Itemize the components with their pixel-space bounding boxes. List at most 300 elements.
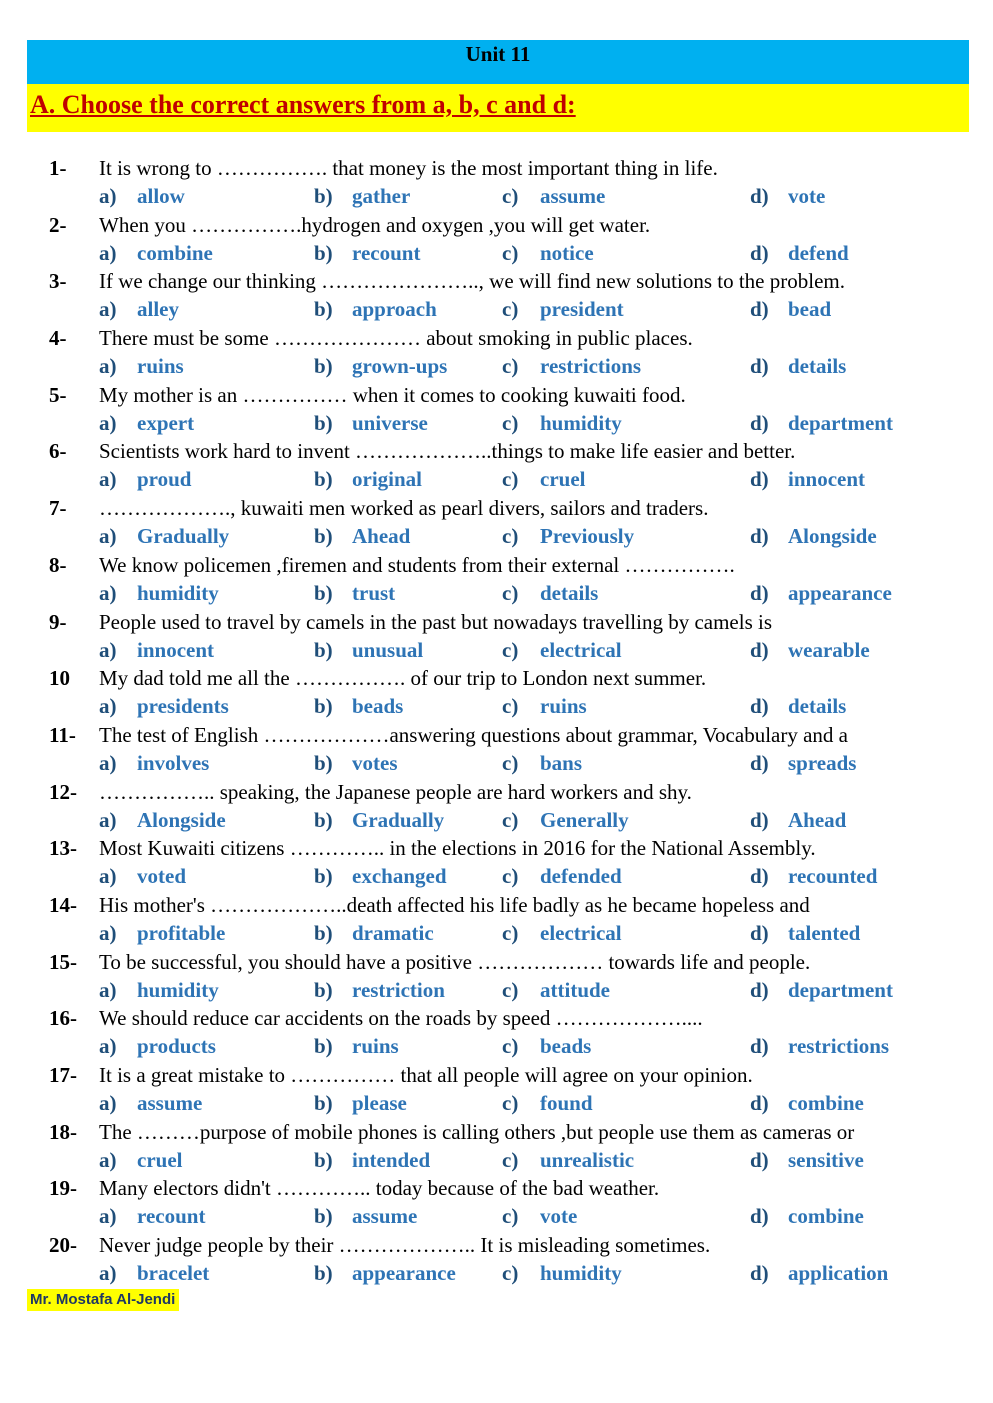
option-letter: b) (314, 297, 333, 322)
question-item (0, 891, 993, 948)
answer-option[interactable] (314, 1261, 456, 1286)
question-text: To be successful, you should have a positive ……………… towards life and people. (99, 949, 811, 974)
answer-option[interactable] (99, 978, 219, 1003)
answer-option[interactable] (502, 1204, 577, 1229)
option-letter: c) (502, 864, 519, 889)
option-word: voted (137, 864, 186, 889)
option-word: innocent (788, 467, 866, 492)
answer-option[interactable] (99, 297, 179, 322)
question-item (0, 324, 993, 381)
option-letter: d) (750, 1261, 769, 1286)
question-number: 8- (49, 552, 67, 577)
option-word: vote (788, 184, 826, 208)
option-word: notice (540, 240, 594, 265)
answer-option[interactable] (99, 524, 229, 549)
option-letter: c) (502, 1261, 519, 1286)
option-letter: c) (502, 920, 519, 945)
option-word: grown-ups (352, 354, 448, 379)
option-letter: b) (314, 1034, 333, 1059)
option-letter: b) (314, 580, 333, 605)
option-word: found (540, 1091, 593, 1115)
option-letter: c) (502, 1204, 519, 1229)
option-letter: d) (750, 410, 769, 435)
option-letter: b) (314, 1147, 333, 1172)
option-letter: c) (502, 1034, 519, 1059)
answer-option[interactable] (314, 864, 447, 889)
option-word: humidity (540, 410, 622, 435)
option-letter: b) (314, 524, 333, 549)
question-number: 5- (49, 382, 67, 407)
answer-option[interactable] (750, 694, 846, 719)
option-letter: d) (750, 1147, 769, 1172)
unit-title: Unit 11 (465, 42, 531, 66)
answer-option[interactable] (750, 638, 870, 663)
option-letter: c) (502, 184, 519, 208)
answer-option[interactable] (502, 467, 585, 492)
answer-option[interactable] (750, 354, 846, 379)
answer-option[interactable] (502, 1034, 591, 1059)
option-letter: a) (99, 524, 117, 549)
option-letter: a) (99, 354, 117, 379)
option-word: unrealistic (540, 1147, 635, 1172)
option-letter: a) (99, 1034, 117, 1059)
option-letter: c) (502, 524, 519, 549)
section-heading: A. Choose the correct answers from a, b, c and d: (30, 90, 576, 119)
answer-option[interactable] (99, 184, 185, 209)
option-word: alley (137, 297, 179, 322)
answer-option[interactable] (99, 354, 184, 379)
option-word: details (788, 354, 847, 379)
option-letter: c) (502, 240, 519, 265)
option-letter: a) (99, 297, 117, 322)
option-letter: a) (99, 580, 117, 605)
answer-option[interactable] (99, 921, 225, 946)
question-item (0, 267, 993, 324)
answer-option[interactable] (750, 581, 892, 606)
option-word: trust (352, 580, 396, 605)
unit-title-bar (27, 40, 969, 84)
answer-option[interactable] (99, 241, 213, 266)
question-item (0, 1118, 993, 1175)
option-word: ruins (352, 1034, 399, 1059)
answer-option[interactable] (502, 921, 622, 946)
option-word: humidity (540, 1261, 622, 1286)
answer-option[interactable] (314, 297, 437, 322)
option-letter: c) (502, 1147, 519, 1172)
answer-option[interactable] (314, 581, 395, 606)
answer-option[interactable] (750, 524, 877, 549)
answer-option[interactable] (314, 467, 422, 492)
answer-option[interactable] (99, 467, 191, 492)
answer-option[interactable] (314, 241, 420, 266)
option-letter: b) (314, 750, 333, 775)
question-item (0, 1231, 993, 1288)
option-letter: d) (750, 750, 769, 775)
option-word: ruins (540, 694, 587, 719)
option-letter: a) (99, 920, 117, 945)
answer-option[interactable] (502, 1091, 593, 1116)
option-word: details (540, 580, 599, 605)
option-word: attitude (540, 977, 610, 1002)
option-letter: d) (750, 354, 769, 379)
option-letter: b) (314, 864, 333, 889)
question-number: 10 (49, 666, 70, 691)
option-word: Gradually (137, 524, 230, 549)
answer-option[interactable] (502, 1261, 622, 1286)
option-word: Ahead (788, 807, 847, 832)
option-word: approach (352, 297, 437, 322)
option-word: details (788, 694, 847, 719)
answer-option[interactable] (502, 241, 594, 266)
answer-option[interactable] (750, 184, 825, 209)
answer-option[interactable] (750, 1034, 889, 1059)
answer-option[interactable] (314, 354, 447, 379)
question-text: People used to travel by camels in the past but nowadays travelling by camels is (99, 609, 773, 634)
question-number: 14- (49, 892, 77, 917)
question-text: It is wrong to ……………. that money is the most important thing in life. (99, 156, 718, 180)
option-word: involves (137, 750, 210, 775)
option-word: gather (352, 184, 411, 208)
question-item (0, 778, 993, 835)
option-letter: a) (99, 637, 117, 662)
answer-option[interactable] (99, 1091, 202, 1116)
option-word: defended (540, 864, 622, 889)
answer-option[interactable] (314, 1091, 407, 1116)
option-letter: b) (314, 694, 333, 719)
option-letter: c) (502, 467, 519, 492)
option-word: Generally (540, 807, 629, 832)
answer-option[interactable] (99, 751, 209, 776)
answer-option[interactable] (99, 694, 229, 719)
question-item (0, 494, 993, 551)
answer-option[interactable] (750, 1091, 864, 1116)
option-word: unusual (352, 637, 424, 662)
option-letter: b) (314, 354, 333, 379)
answer-option[interactable] (99, 1204, 205, 1229)
question-text: Most Kuwaiti citizens ………….. in the elections in 2016 for the National Assembly. (99, 836, 816, 861)
answer-option[interactable] (314, 978, 445, 1003)
question-number: 20- (49, 1233, 77, 1258)
option-letter: a) (99, 184, 117, 208)
answer-option[interactable] (750, 467, 865, 492)
answer-option[interactable] (314, 751, 398, 776)
option-word: combine (788, 1091, 864, 1115)
option-letter: a) (99, 410, 117, 435)
option-letter: b) (314, 240, 333, 265)
option-word: ruins (137, 354, 184, 379)
option-letter: b) (314, 637, 333, 662)
option-letter: a) (99, 467, 117, 492)
question-text: …………….. speaking, the Japanese people are hard workers and shy. (99, 779, 692, 804)
option-word: recount (137, 1204, 206, 1229)
option-word: department (788, 410, 893, 435)
question-text: If we change our thinking ………………….., we will find new solutions to the problem. (99, 269, 845, 294)
option-letter: c) (502, 694, 519, 719)
answer-option[interactable] (502, 411, 622, 436)
answer-option[interactable] (99, 808, 226, 833)
answer-option[interactable] (314, 184, 410, 209)
question-item (0, 948, 993, 1005)
answer-option[interactable] (750, 1148, 864, 1173)
option-letter: a) (99, 977, 117, 1002)
answer-option[interactable] (99, 581, 219, 606)
question-text: ………………., kuwaiti men worked as pearl divers, sailors and traders. (99, 496, 709, 521)
option-letter: a) (99, 864, 117, 889)
answer-option[interactable] (99, 1261, 209, 1286)
option-letter: a) (99, 807, 117, 832)
option-word: exchanged (352, 864, 447, 889)
option-letter: a) (99, 1261, 117, 1286)
question-number: 16- (49, 1006, 77, 1031)
question-item (0, 834, 993, 891)
question-item (0, 1061, 993, 1118)
option-word: electrical (540, 920, 622, 945)
question-number: 6- (49, 439, 67, 464)
option-word: proud (137, 467, 192, 492)
question-number: 3- (49, 269, 67, 294)
question-text: Scientists work hard to invent ………………..things to make life easier and better. (99, 439, 796, 464)
answer-option[interactable] (750, 808, 846, 833)
option-word: please (352, 1091, 407, 1115)
option-letter: b) (314, 184, 333, 208)
answer-option[interactable] (99, 1148, 182, 1173)
question-item (0, 608, 993, 665)
answer-option[interactable] (502, 808, 629, 833)
option-word: vote (540, 1204, 578, 1229)
option-letter: d) (750, 297, 769, 322)
option-letter: d) (750, 1091, 769, 1115)
option-word: appearance (352, 1261, 456, 1286)
option-letter: c) (502, 297, 519, 322)
answer-option[interactable] (314, 808, 444, 833)
answer-option[interactable] (314, 694, 403, 719)
question-item (0, 1174, 993, 1231)
option-word: original (352, 467, 423, 492)
answer-option[interactable] (314, 1204, 417, 1229)
option-word: beads (352, 694, 404, 719)
option-word: restrictions (540, 354, 642, 379)
answer-option[interactable] (314, 638, 423, 663)
option-letter: c) (502, 354, 519, 379)
option-word: president (540, 297, 624, 322)
section-heading-bar (27, 84, 969, 132)
question-text: We know policemen ,firemen and students from their external ……………. (99, 552, 735, 577)
option-word: assume (540, 184, 606, 208)
option-letter: d) (750, 184, 769, 208)
answer-option[interactable] (750, 1204, 864, 1229)
option-word: allow (137, 184, 185, 208)
answer-option[interactable] (99, 411, 194, 436)
answer-option[interactable] (750, 864, 877, 889)
option-letter: b) (314, 1204, 333, 1229)
option-word: Alongside (788, 524, 877, 549)
option-letter: c) (502, 410, 519, 435)
option-letter: a) (99, 240, 117, 265)
question-number: 4- (49, 326, 67, 351)
option-letter: b) (314, 410, 333, 435)
option-letter: d) (750, 1204, 769, 1229)
option-word: assume (137, 1091, 203, 1115)
question-text: There must be some ………………… about smoking in public places. (99, 326, 693, 351)
option-word: application (788, 1261, 889, 1286)
option-letter: b) (314, 1091, 333, 1115)
question-number: 7- (49, 496, 67, 521)
option-word: sensitive (788, 1147, 864, 1172)
answer-option[interactable] (502, 297, 624, 322)
option-word: dramatic (352, 920, 434, 945)
option-letter: d) (750, 920, 769, 945)
option-word: wearable (788, 637, 870, 662)
answer-option[interactable] (314, 1148, 430, 1173)
option-letter: c) (502, 1091, 519, 1115)
answer-option[interactable] (750, 1261, 888, 1286)
question-number: 18- (49, 1119, 77, 1144)
option-letter: c) (502, 750, 519, 775)
option-letter: b) (314, 1261, 333, 1286)
option-word: votes (352, 750, 398, 775)
question-number: 13- (49, 836, 77, 861)
option-letter: b) (314, 467, 333, 492)
answer-option[interactable] (314, 1034, 399, 1059)
answer-option[interactable] (750, 921, 860, 946)
answer-option[interactable] (502, 751, 582, 776)
question-number: 9- (49, 609, 67, 634)
question-text: The ………purpose of mobile phones is calling others ,but people use them as cameras or (99, 1119, 855, 1144)
option-letter: a) (99, 694, 117, 719)
option-word: electrical (540, 637, 622, 662)
option-letter: c) (502, 807, 519, 832)
answer-option[interactable] (502, 694, 587, 719)
option-word: humidity (137, 977, 219, 1002)
option-word: spreads (788, 750, 857, 775)
option-word: Previously (540, 524, 635, 549)
option-letter: d) (750, 637, 769, 662)
question-item (0, 551, 993, 608)
answer-option[interactable] (750, 978, 893, 1003)
question-number: 17- (49, 1063, 77, 1087)
option-word: products (137, 1034, 216, 1059)
option-word: expert (137, 410, 195, 435)
option-letter: d) (750, 977, 769, 1002)
option-word: restriction (352, 977, 445, 1002)
option-word: presidents (137, 694, 229, 719)
answer-option[interactable] (502, 864, 622, 889)
option-letter: b) (314, 977, 333, 1002)
option-letter: b) (314, 920, 333, 945)
option-word: Alongside (137, 807, 226, 832)
question-item (0, 381, 993, 438)
question-number: 1- (49, 156, 67, 180)
option-letter: c) (502, 580, 519, 605)
option-letter: d) (750, 580, 769, 605)
option-letter: d) (750, 807, 769, 832)
option-word: combine (137, 240, 213, 265)
option-word: universe (352, 410, 428, 435)
question-number: 19- (49, 1176, 77, 1201)
option-word: talented (788, 920, 861, 945)
option-word: intended (352, 1147, 431, 1172)
option-word: cruel (137, 1147, 183, 1172)
option-word: restrictions (788, 1034, 890, 1059)
option-word: profitable (137, 920, 226, 945)
option-letter: d) (750, 467, 769, 492)
option-letter: a) (99, 1147, 117, 1172)
question-text: When you …………….hydrogen and oxygen ,you will get water. (99, 212, 651, 237)
question-text: My dad told me all the ……………. of our trip to London next summer. (99, 666, 707, 691)
option-letter: b) (314, 807, 333, 832)
question-item (0, 154, 993, 211)
answer-option[interactable] (314, 524, 410, 549)
question-text: The test of English ………………answering questions about grammar, Vocabulary and a (99, 722, 848, 747)
answer-option[interactable] (502, 638, 622, 663)
question-item (0, 1004, 993, 1061)
option-word: combine (788, 1204, 864, 1229)
option-word: defend (788, 240, 849, 265)
option-word: department (788, 977, 893, 1002)
answer-option[interactable] (502, 581, 598, 606)
option-letter: a) (99, 1204, 117, 1229)
answer-option[interactable] (502, 184, 605, 209)
question-number: 15- (49, 949, 77, 974)
question-text: Many electors didn't ………….. today because of the bad weather. (99, 1176, 660, 1201)
question-number: 12- (49, 779, 77, 804)
question-item (0, 437, 993, 494)
answer-option[interactable] (750, 297, 831, 322)
answer-option[interactable] (99, 1034, 216, 1059)
option-word: bracelet (137, 1261, 210, 1286)
answer-option[interactable] (99, 638, 214, 663)
question-text: Never judge people by their ……………….. It is misleading sometimes. (99, 1233, 711, 1258)
answer-option[interactable] (314, 411, 428, 436)
answer-option[interactable] (502, 1148, 634, 1173)
answer-option[interactable] (502, 524, 634, 549)
question-text: My mother is an …………… when it comes to cooking kuwaiti food. (99, 382, 686, 407)
question-item (0, 664, 993, 721)
answer-option[interactable] (750, 751, 856, 776)
answer-option[interactable] (750, 241, 849, 266)
option-word: bans (540, 750, 583, 775)
author-label: Mr. Mostafa Al-Jendi (27, 1289, 179, 1311)
answer-option[interactable] (502, 354, 641, 379)
answer-option[interactable] (502, 978, 610, 1003)
answer-option[interactable] (314, 921, 434, 946)
option-word: Gradually (352, 807, 445, 832)
option-letter: c) (502, 637, 519, 662)
option-word: Ahead (352, 524, 411, 549)
answer-option[interactable] (99, 864, 186, 889)
answer-option[interactable] (750, 411, 893, 436)
question-item (0, 721, 993, 778)
question-item (0, 211, 993, 268)
option-word: appearance (788, 580, 892, 605)
question-number: 2- (49, 212, 67, 237)
option-word: innocent (137, 637, 215, 662)
question-text: We should reduce car accidents on the roads by speed ……………….... (99, 1006, 703, 1031)
question-number: 11- (49, 722, 76, 747)
option-letter: d) (750, 240, 769, 265)
option-word: humidity (137, 580, 219, 605)
option-letter: d) (750, 864, 769, 889)
option-letter: d) (750, 1034, 769, 1059)
question-text: It is a great mistake to …………… that all people will agree on your opinion. (99, 1063, 753, 1087)
option-letter: c) (502, 977, 519, 1002)
option-letter: d) (750, 694, 769, 719)
option-letter: a) (99, 750, 117, 775)
option-word: recounted (788, 864, 878, 889)
option-word: cruel (540, 467, 586, 492)
option-letter: a) (99, 1091, 117, 1115)
option-word: beads (540, 1034, 592, 1059)
